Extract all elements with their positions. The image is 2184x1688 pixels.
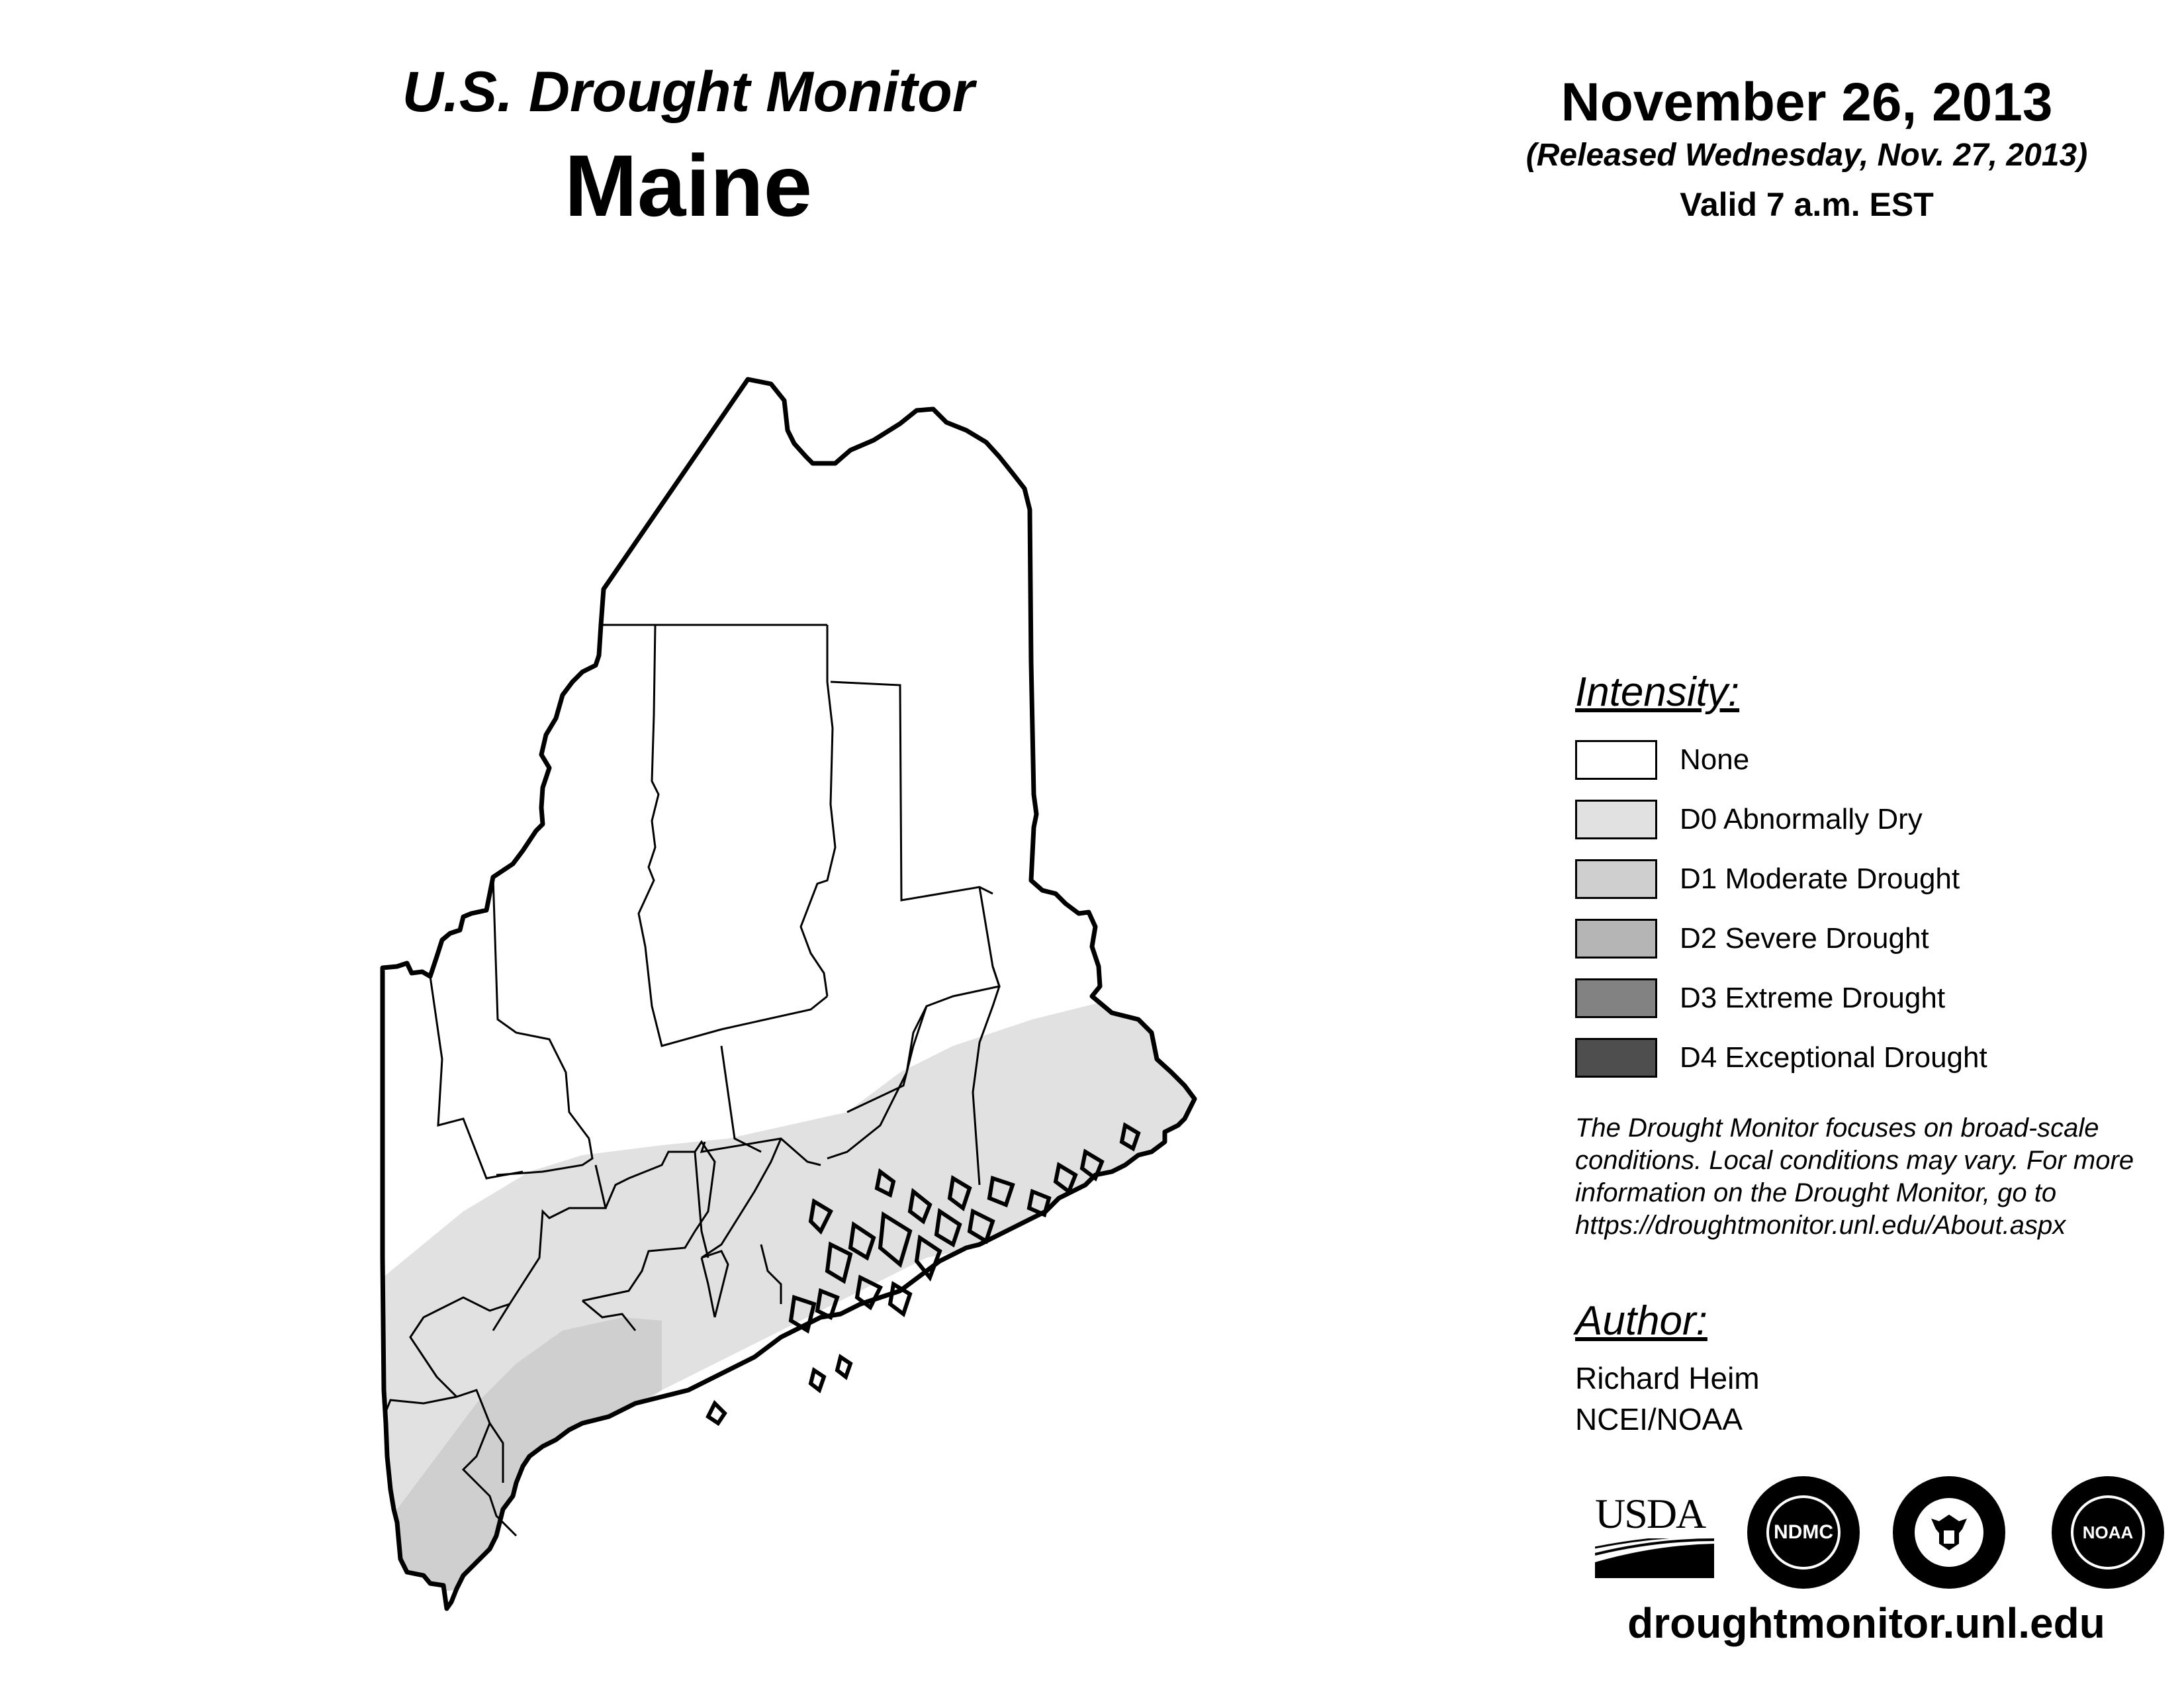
legend-label: D4 Exceptional Drought: [1680, 1041, 1987, 1074]
noaa-logo: [2052, 1476, 2164, 1589]
author-org: NCEI/NOAA: [1575, 1402, 1743, 1436]
legend-label: D0 Abnormally Dry: [1680, 803, 1923, 835]
legend-title: Intensity:: [1575, 669, 1740, 715]
legend-swatch-d1: [1575, 859, 1657, 899]
usda-logo: [1595, 1489, 1714, 1582]
partner-logos: [1575, 1476, 2171, 1595]
eagle-shield-icon: [1915, 1498, 1983, 1567]
legend-swatch-d0: [1575, 800, 1657, 839]
map-date: November 26, 2013: [1561, 72, 2053, 132]
usda-field-icon: [1595, 1538, 1714, 1578]
county-boundary: [639, 625, 827, 1046]
legend-swatch-none: [1575, 740, 1657, 780]
valid-time: Valid 7 a.m. EST: [1680, 186, 1934, 223]
legend-swatch-d2: [1575, 919, 1657, 959]
usda-logo-text: USDA: [1595, 1490, 1706, 1537]
legend-label: D3 Extreme Drought: [1680, 982, 1946, 1014]
state-name: Maine: [564, 137, 813, 234]
website-url: droughtmonitor.unl.edu: [1627, 1599, 2105, 1647]
legend-label: D2 Severe Drought: [1680, 922, 1929, 955]
ndmc-logo-text: NDMC: [1766, 1495, 1841, 1570]
legend-item: [1575, 790, 2171, 849]
legend-swatch-d4: [1575, 1038, 1657, 1078]
department-of-commerce-seal: [1893, 1476, 2005, 1589]
legend-item: [1575, 849, 2171, 909]
legend-swatch-d3: [1575, 978, 1657, 1018]
county-boundary: [831, 682, 993, 900]
legend-item: [1575, 968, 2171, 1028]
author-name: Richard Heim: [1575, 1361, 1760, 1395]
legend-item: [1575, 1028, 2171, 1088]
legend-item: [1575, 730, 2171, 790]
ndmc-logo: [1747, 1476, 1860, 1589]
county-boundary: [801, 625, 835, 996]
legend: [1575, 669, 2171, 1088]
author-title: Author:: [1575, 1298, 1707, 1344]
map-title: U.S. Drought Monitor: [402, 60, 975, 124]
legend-item: [1575, 909, 2171, 968]
noaa-logo-text: NOAA: [2071, 1495, 2145, 1570]
legend-label: None: [1680, 743, 1750, 776]
drought-monitor-note: The Drought Monitor focuses on broad-scale conditions. Local conditions may vary. For more information on the Drought Monitor, go to https://droughtmonitor.unl.edu/About.aspx: [1575, 1113, 2134, 1240]
legend-label: D1 Moderate Drought: [1680, 863, 1960, 895]
release-date: (Released Wednesday, Nov. 27, 2013): [1525, 138, 2088, 173]
county-boundary: [493, 877, 589, 1139]
county-boundary: [430, 976, 523, 1178]
